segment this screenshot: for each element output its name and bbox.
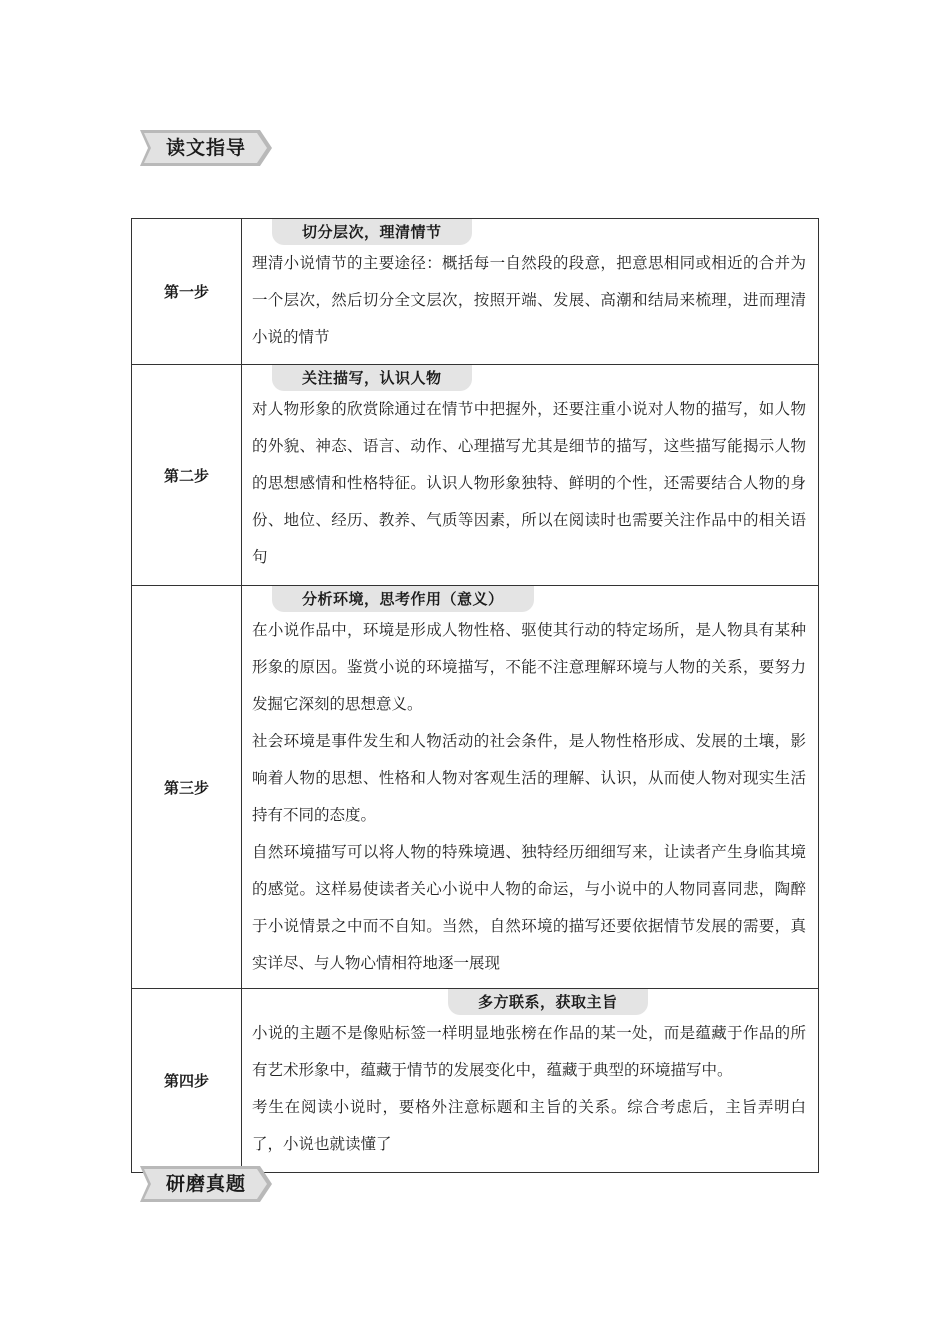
section-tag-reading-guide: [138, 128, 274, 168]
step-label: 第四步: [132, 989, 242, 1173]
step-paragraph: 对人物形象的欣赏除通过在情节中把握外，还要注重小说对人物的描写，如人物的外貌、神态、语言、动作、心理描写尤其是细节的描写，这些描写能揭示人物的思想感情和性格特征。认识人物形象独特、鲜明的个性，还需要结合人物的身份、地位、经历、教养、气质等因素，所以在阅读时也需要关注作品中的相关语句: [252, 400, 806, 566]
step-paragraph: 考生在阅读小说时，要格外注意标题和主旨的关系。综合考虑后，主旨弄明白了，小说也就读懂了: [252, 1098, 806, 1153]
step-label: 第二步: [132, 365, 242, 586]
step-label: 第一步: [132, 219, 242, 365]
step-paragraph: 小说的主题不是像贴标签一样明显地张榜在作品的某一处，而是蕴藏于作品的所有艺术形象中，蕴藏于情节的发展变化中，蕴藏于典型的环境描写中。: [252, 1024, 806, 1079]
step-paragraph: 社会环境是事件发生和人物活动的社会条件，是人物性格形成、发展的土壤，影响着人物的思想、性格和人物对客观生活的理解、认识，从而使人物对现实生活持有不同的态度。: [252, 732, 806, 824]
step-content: [242, 989, 819, 1173]
table-row: [132, 219, 819, 365]
step-heading: 切分层次，理清情节: [272, 219, 472, 245]
step-paragraph: 在小说作品中，环境是形成人物性格、驱使其行动的特定场所，是人物具有某种形象的原因。鉴赏小说的环境描写，不能不注意理解环境与人物的关系，要努力发掘它深刻的思想意义。: [252, 621, 806, 713]
table-row: [132, 365, 819, 586]
step-label: 第三步: [132, 586, 242, 989]
step-content: [242, 365, 819, 586]
section-title: 研磨真题: [165, 1173, 246, 1195]
step-heading: 关注描写，认识人物: [272, 365, 472, 391]
reading-steps-table: [131, 218, 819, 1173]
section-tag-research: [138, 1164, 274, 1204]
step-paragraph: 理清小说情节的主要途径：概括每一自然段的段意，把意思相同或相近的合并为一个层次，然后切分全文层次，按照开端、发展、高潮和结局来梳理，进而理清小说的情节: [252, 254, 806, 346]
step-content: [242, 586, 819, 989]
step-heading: 分析环境，思考作用（意义）: [272, 586, 534, 612]
section-title: 读文指导: [165, 137, 246, 159]
step-heading: 多方联系，获取主旨: [448, 989, 648, 1015]
step-paragraph: 自然环境描写可以将人物的特殊境遇、独特经历细细写来，让读者产生身临其境的感觉。这样易使读者关心小说中人物的命运，与小说中的人物同喜同悲，陶醉于小说情景之中而不自知。当然，自然环境的描写还要依据情节发展的需要，真实详尽、与人物心情相符地逐一展现: [252, 843, 806, 972]
step-content: [242, 219, 819, 365]
table-row: [132, 586, 819, 989]
table-row: [132, 989, 819, 1173]
